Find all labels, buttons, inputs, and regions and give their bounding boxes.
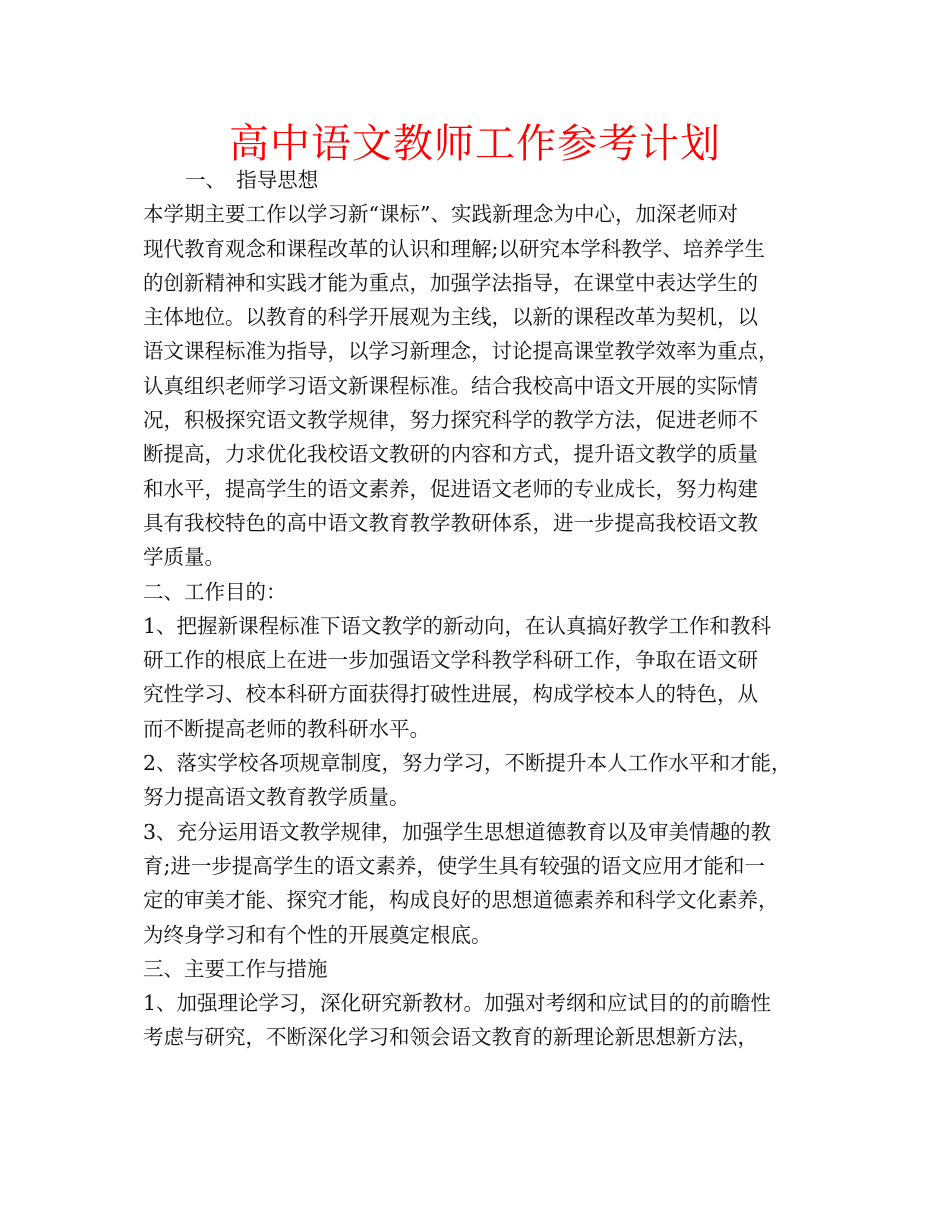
paragraph-line: 而不断提高老师的教科研水平。: [143, 716, 430, 741]
paragraph-line: 本学期主要工作以学习新“课标”、实践新理念为中心，加深老师对: [143, 202, 738, 227]
paragraph-line: 和水平，提高学生的语文素养，促进语文老师的专业成长，努力构建: [143, 476, 758, 501]
paragraph-line: 为终身学习和有个性的开展奠定根底。: [143, 922, 492, 947]
section-heading-work-goals: 二、工作目的：: [143, 579, 287, 604]
paragraph-line: 究性学习、校本科研方面获得打破性进展，构成学校本人的特色，从: [143, 682, 758, 707]
page-title: 高中语文教师工作参考计划: [229, 121, 721, 167]
paragraph-line: 认真组织老师学习语文新课程标准。结合我校高中语文开展的实际情: [143, 373, 758, 398]
paragraph-line: 主体地位。以教育的科学开展观为主线，以新的课程改革为契机，以: [143, 305, 758, 330]
paragraph-line: 断提高，力求优化我校语文教研的内容和方式，提升语文教学的质量: [143, 442, 758, 467]
paragraph-line: 具有我校特色的高中语文教育教学教研体系，进一步提高我校语文教: [143, 510, 758, 535]
paragraph-line: 2、落实学校各项规章制度，努力学习，不断提升本人工作水平和才能，: [143, 751, 792, 776]
paragraph-line: 现代教育观念和课程改革的认识和理解;以研究本学科教学、培养学生: [143, 236, 765, 261]
section-heading-guiding-thought: 一、 指导思想: [185, 168, 319, 192]
document-body: [143, 163, 823, 1055]
paragraph-line: 努力提高语文教育教学质量。: [143, 785, 410, 810]
paragraph-line: 考虑与研究，不断深化学习和领会语文教育的新理论新思想新方法，: [143, 1025, 758, 1050]
paragraph-line: 研工作的根底上在进一步加强语文学科教学科研工作，争取在语文研: [143, 648, 758, 673]
paragraph-line: 的创新精神和实践才能为重点，加强学法指导，在课堂中表达学生的: [143, 270, 758, 295]
paragraph-line: 1、把握新课程标准下语文教学的新动向，在认真搞好教学工作和教科: [143, 613, 772, 638]
paragraph-line: 1、加强理论学习，深化研究新教材。加强对考纲和应试目的的前瞻性: [143, 991, 772, 1016]
paragraph-line: 语文课程标准为指导，以学习新理念，讨论提高课堂教学效率为重点，: [143, 339, 779, 364]
paragraph-line: 定的审美才能、探究才能，构成良好的思想道德素养和科学文化素养，: [143, 888, 779, 913]
paragraph-line: 学质量。: [143, 545, 225, 570]
paragraph-line: 育;进一步提高学生的语文素养，使学生具有较强的语文应用才能和一: [143, 853, 765, 878]
section-heading-main-work: 三、主要工作与措施: [143, 956, 328, 981]
paragraph-line: 况，积极探究语文教学规律，努力探究科学的教学方法，促进老师不: [143, 408, 758, 433]
paragraph-line: 3、充分运用语文教学规律，加强学生思想道德教育以及审美情趣的教: [143, 819, 772, 844]
